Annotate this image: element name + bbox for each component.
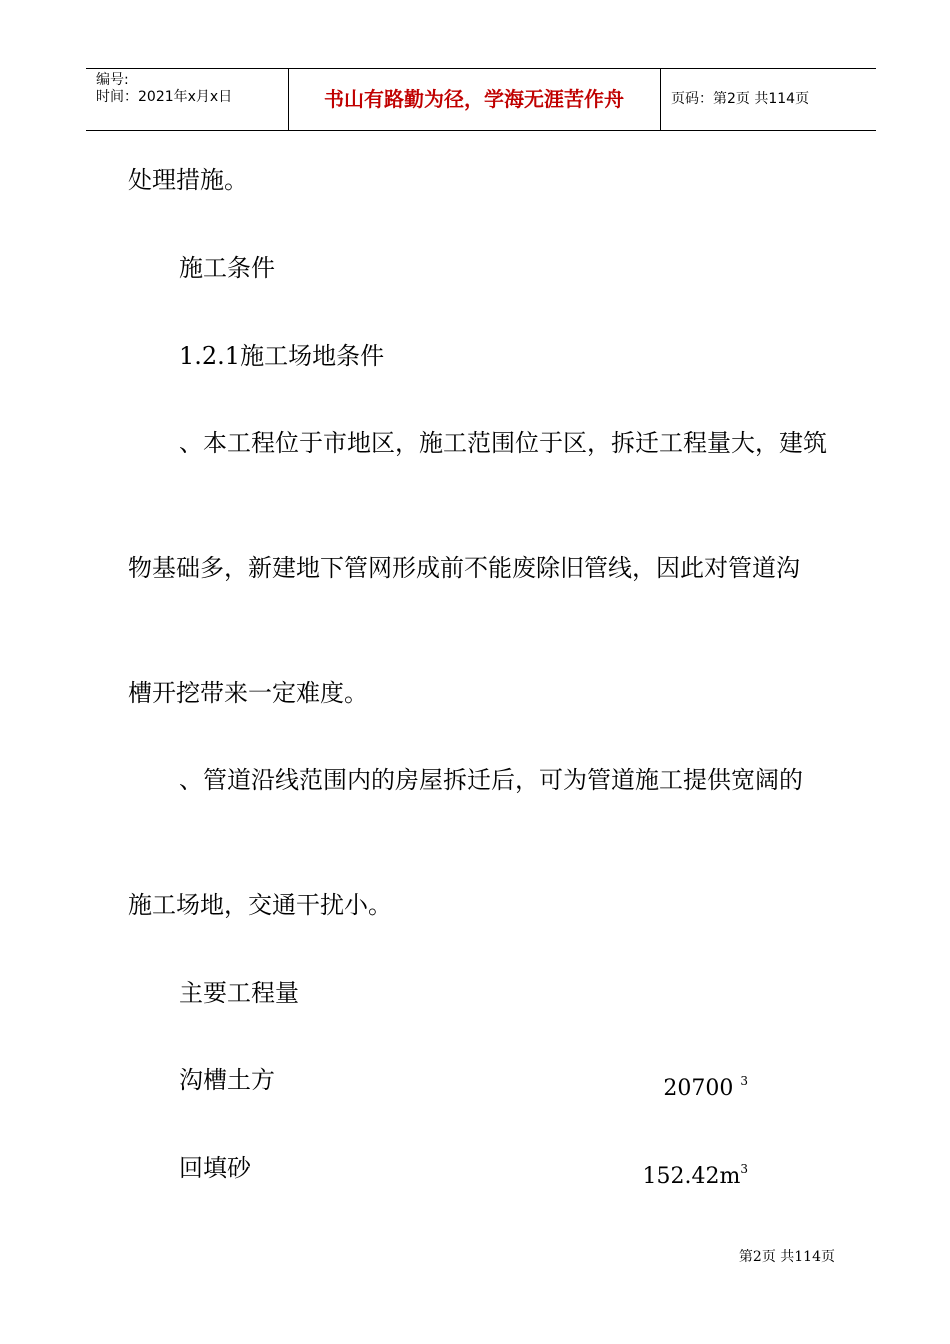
document-number-label: 编号: [96,72,129,88]
section-heading-conditions: 施工条件 [179,254,275,282]
paragraph-1-line-2: 物基础多，新建地下管网形成前不能废除旧管线，因此对管道沟 [128,554,800,582]
paragraph-1-line-3: 槽开挖带来一定难度。 [128,679,368,707]
paragraph-2-line-2: 施工场地，交通干扰小。 [128,891,392,919]
section-heading-quantities: 主要工程量 [179,979,299,1007]
document-time-label: 时间：2021年x月x日 [96,89,233,105]
quantity-name-trench-earthwork: 沟槽土方 [179,1066,275,1094]
header-motto: 书山有路勤为径，学海无涯苦作舟 [324,87,624,111]
subsection-heading-site: 1.2.1施工场地条件 [179,342,385,370]
header-info-cell [86,69,289,130]
header-motto-cell [288,69,661,130]
paragraph-1-line-1: 、本工程位于市地区，施工范围位于区，拆迁工程量大，建筑 [179,429,827,457]
page-header [86,68,876,131]
quantity-value-trench-earthwork: 20700 $^3$ [663,1074,748,1101]
header-page-cell [661,69,876,130]
page-footer: 第2页 共114页 [738,1249,835,1265]
quantity-value-backfill-sand: $152.42m^3$ [642,1162,748,1189]
header-page-label: 页码：第2页 共114页 [671,91,810,107]
text-line-1: 处理措施。 [128,166,248,194]
paragraph-2-line-1: 、管道沿线范围内的房屋拆迁后，可为管道施工提供宽阔的 [179,766,803,794]
quantity-name-backfill-sand: 回填砂 [179,1154,251,1182]
